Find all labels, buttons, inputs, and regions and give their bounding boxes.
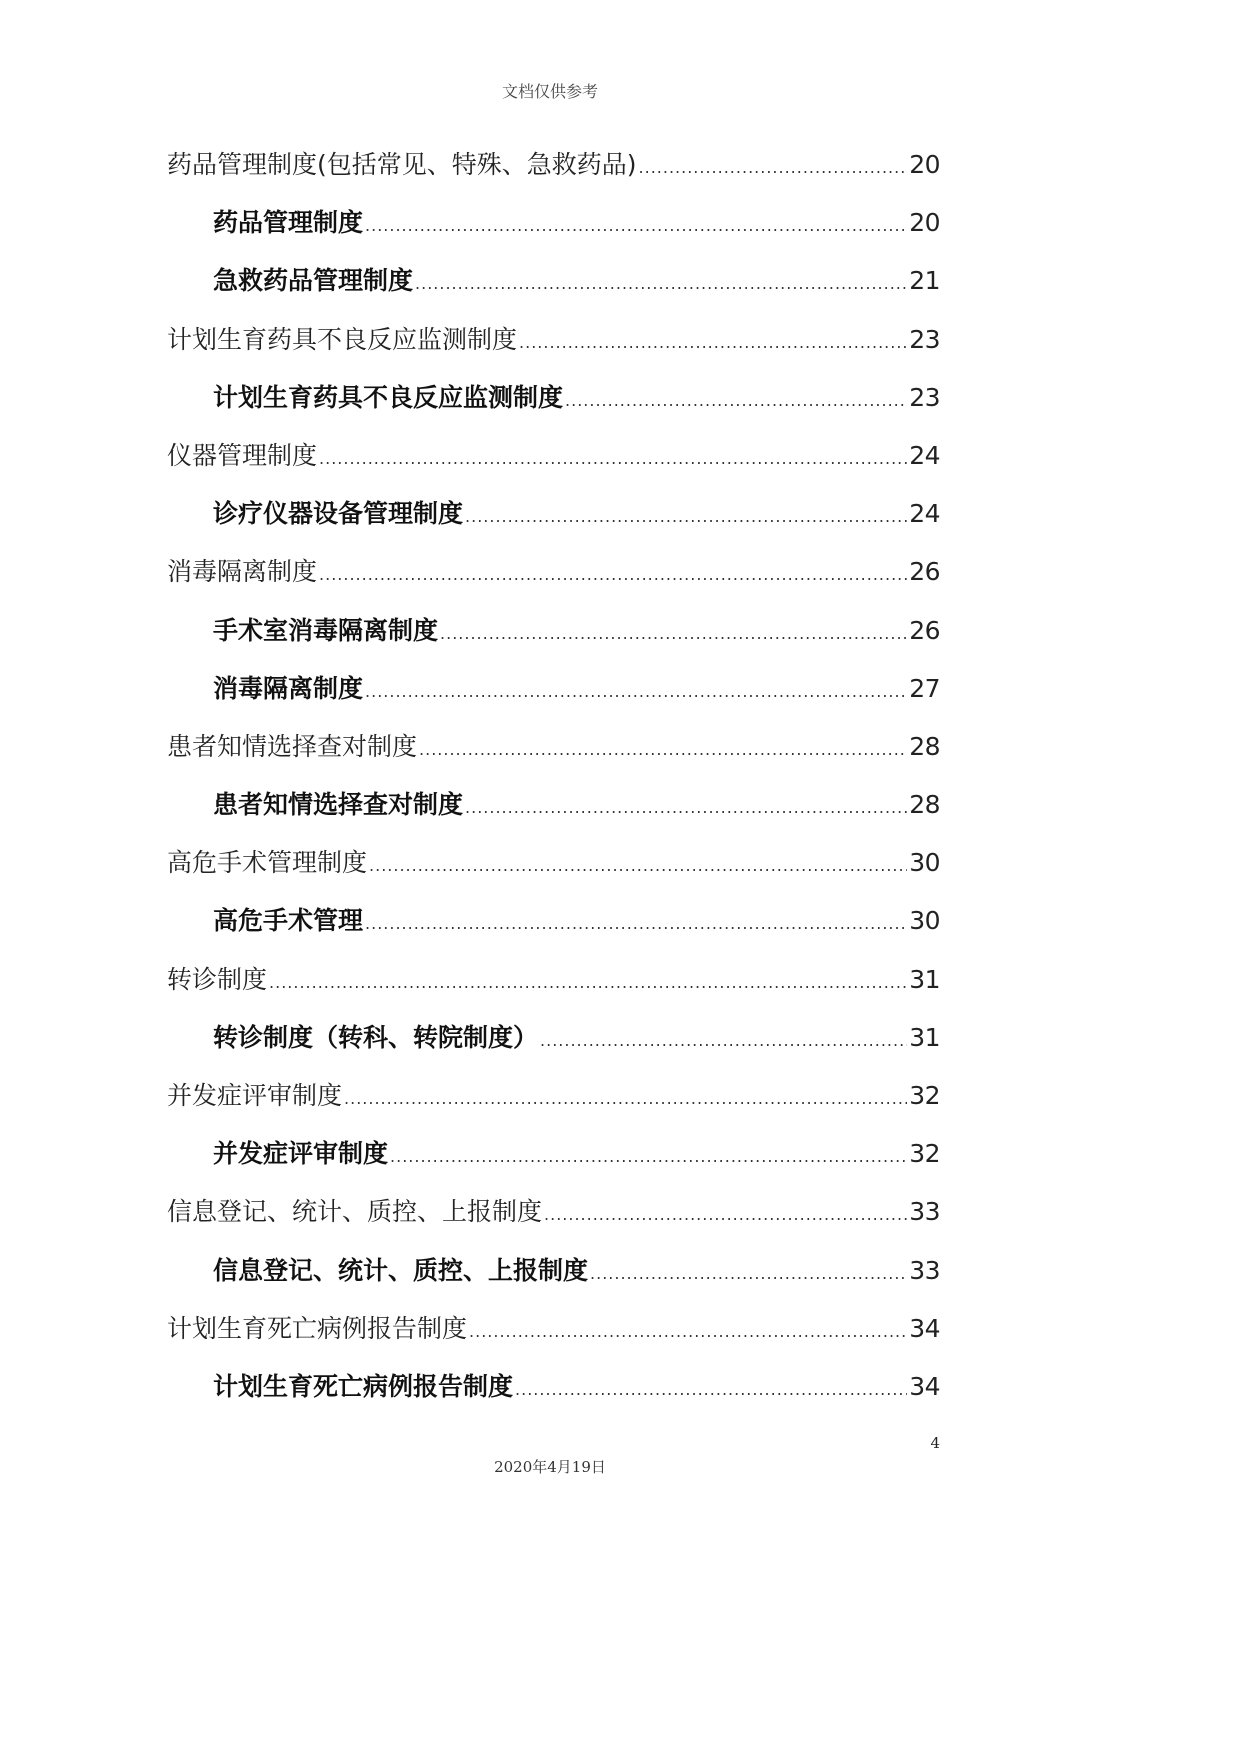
toc-entry-page: 21 — [909, 266, 940, 296]
toc-dot-leader — [465, 494, 907, 540]
toc-entry[interactable] — [167, 491, 940, 549]
table-of-contents — [167, 142, 940, 1422]
toc-entry-page: 28 — [909, 731, 940, 761]
toc-entry-title: 转诊制度 — [167, 964, 268, 994]
toc-entry-title: 消毒隔离制度 — [213, 673, 364, 703]
toc-dot-leader — [544, 1192, 907, 1238]
toc-entry-page: 33 — [909, 1255, 940, 1285]
toc-entry-page: 33 — [909, 1197, 940, 1227]
toc-entry-page: 31 — [909, 964, 940, 994]
toc-entry-title: 计划生育药具不良反应监测制度 — [167, 324, 518, 354]
toc-entry-page: 28 — [909, 790, 940, 820]
toc-entry[interactable] — [167, 1248, 940, 1306]
toc-entry[interactable] — [167, 549, 940, 607]
toc-entry-title: 并发症评审制度 — [213, 1139, 389, 1169]
toc-entry-title: 药品管理制度(包括常见、特殊、急救药品) — [167, 150, 637, 179]
toc-entry[interactable] — [167, 317, 940, 375]
toc-entry-title: 并发症评审制度 — [167, 1081, 343, 1110]
toc-entry-title: 计划生育死亡病例报告制度 — [213, 1371, 514, 1401]
toc-entry[interactable] — [167, 258, 940, 316]
toc-entry-title: 仪器管理制度 — [167, 440, 318, 470]
toc-dot-leader — [269, 960, 907, 1006]
toc-entry[interactable] — [167, 200, 940, 258]
toc-entry-title: 药品管理制度 — [213, 208, 364, 238]
toc-entry[interactable] — [167, 840, 940, 898]
toc-entry-title: 急救药品管理制度 — [213, 266, 414, 296]
toc-entry-page: 34 — [909, 1313, 940, 1343]
toc-entry[interactable] — [167, 1306, 940, 1364]
toc-entry-page: 23 — [909, 382, 940, 412]
toc-entry-page: 32 — [909, 1081, 940, 1110]
toc-dot-leader — [365, 669, 907, 715]
toc-dot-leader — [519, 320, 907, 366]
toc-dot-leader — [415, 261, 907, 307]
toc-dot-leader — [365, 901, 907, 947]
toc-entry[interactable] — [167, 608, 940, 666]
toc-entry[interactable] — [167, 1364, 940, 1422]
toc-dot-leader — [365, 203, 907, 249]
toc-entry-page: 24 — [909, 499, 940, 529]
toc-entry-page: 23 — [909, 324, 940, 354]
toc-dot-leader — [419, 727, 907, 773]
toc-dot-leader — [390, 1134, 907, 1180]
toc-entry-title: 患者知情选择查对制度 — [213, 790, 464, 820]
page-number: 4 — [930, 1434, 940, 1452]
toc-dot-leader — [469, 1309, 907, 1355]
toc-entry-title: 消毒隔离制度 — [167, 557, 318, 587]
toc-dot-leader — [590, 1251, 907, 1297]
toc-entry-page: 34 — [909, 1371, 940, 1401]
toc-entry[interactable] — [167, 1015, 940, 1073]
toc-entry[interactable] — [167, 898, 940, 956]
toc-entry-title: 高危手术管理 — [213, 906, 364, 936]
toc-entry[interactable] — [167, 1073, 940, 1131]
toc-entry[interactable] — [167, 957, 940, 1015]
toc-entry[interactable] — [167, 375, 940, 433]
toc-dot-leader — [369, 843, 907, 889]
toc-entry-page: 20 — [909, 208, 940, 238]
toc-entry[interactable] — [167, 1131, 940, 1189]
toc-entry[interactable] — [167, 666, 940, 724]
toc-entry-title: 手术室消毒隔离制度 — [213, 615, 439, 645]
toc-entry-title: 信息登记、统计、质控、上报制度 — [213, 1255, 589, 1285]
toc-entry-page: 24 — [909, 440, 940, 470]
page-header: 文档仅供参考 — [501, 82, 598, 101]
toc-entry-page: 27 — [909, 673, 940, 703]
toc-entry[interactable] — [167, 724, 940, 782]
toc-entry-page: 20 — [909, 150, 940, 179]
toc-entry-title: 转诊制度（转科、转院制度） — [213, 1022, 539, 1052]
toc-entry[interactable] — [167, 1189, 940, 1247]
toc-entry-title: 患者知情选择查对制度 — [167, 731, 418, 761]
toc-entry-title: 高危手术管理制度 — [167, 848, 368, 878]
toc-dot-leader — [440, 611, 907, 657]
toc-dot-leader — [540, 1018, 907, 1064]
toc-entry-page: 32 — [909, 1139, 940, 1169]
toc-entry-page: 30 — [909, 906, 940, 936]
toc-dot-leader — [319, 436, 907, 482]
toc-entry-page: 26 — [909, 557, 940, 587]
toc-entry-title: 计划生育药具不良反应监测制度 — [213, 382, 564, 412]
toc-entry[interactable] — [167, 782, 940, 840]
toc-dot-leader — [465, 785, 907, 831]
toc-dot-leader — [515, 1367, 907, 1413]
toc-dot-leader — [639, 145, 908, 191]
toc-entry[interactable] — [167, 142, 940, 200]
toc-entry-title: 信息登记、统计、质控、上报制度 — [167, 1197, 543, 1227]
toc-dot-leader — [344, 1076, 907, 1122]
toc-dot-leader — [319, 552, 907, 598]
toc-entry-page: 31 — [909, 1022, 940, 1052]
page-footer-date: 2020年4月19日 — [494, 1458, 606, 1476]
toc-entry-title: 诊疗仪器设备管理制度 — [213, 499, 464, 529]
toc-entry[interactable] — [167, 433, 940, 491]
toc-entry-title: 计划生育死亡病例报告制度 — [167, 1313, 468, 1343]
toc-dot-leader — [565, 378, 907, 424]
toc-entry-page: 26 — [909, 615, 940, 645]
toc-entry-page: 30 — [909, 848, 940, 878]
